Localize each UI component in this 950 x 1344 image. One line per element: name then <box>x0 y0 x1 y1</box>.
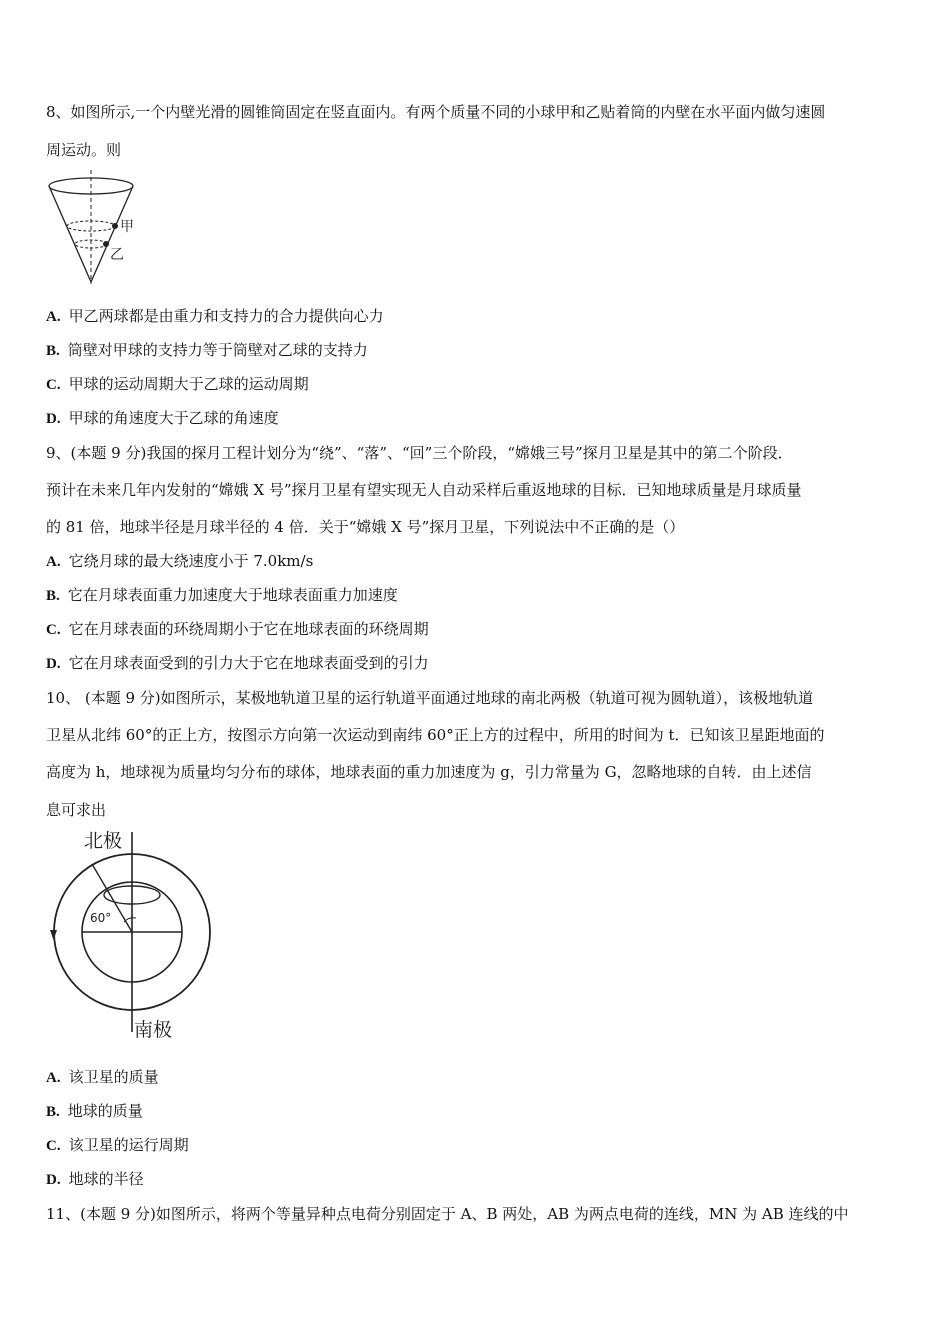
q8-stem-line1: 8、如图所示,一个内壁光滑的圆锥筒固定在竖直面内。有两个质量不同的小球甲和乙贴着筒的内壁在水平面内做匀速圆 <box>46 103 826 121</box>
q11-stem-line1: 11、(本题 9 分)如图所示，将两个等量异种点电荷分别固定于 A、B 两处，AB 为两点电荷的连线，MN 为 AB 连线的中 <box>46 1205 849 1223</box>
q10-option-d[interactable]: D. 地球的半径 <box>46 1170 144 1188</box>
q9-option-c[interactable]: C. 它在月球表面的环绕周期小于它在地球表面的环绕周期 <box>46 620 429 638</box>
q9-option-b[interactable]: B. 它在月球表面重力加速度大于地球表面重力加速度 <box>46 586 398 604</box>
label-yi: 乙 <box>110 247 124 263</box>
south-pole-label: 南极 <box>134 1019 173 1041</box>
q10-stem-line4: 息可求出 <box>46 801 107 819</box>
q8-option-d[interactable]: D. 甲球的角速度大于乙球的角速度 <box>46 409 279 427</box>
direction-arrow-icon <box>50 930 57 940</box>
q10-stem-line2: 卫星从北纬 60°的正上方，按图示方向第一次运动到南纬 60°正上方的过程中，所用的时间为 t．已知该卫星距地面的 <box>46 726 825 744</box>
q10-option-a[interactable]: A. 该卫星的质量 <box>46 1068 159 1086</box>
ball-jia <box>112 223 118 229</box>
q10-stem-line3: 高度为 h，地球视为质量均匀分布的球体，地球表面的重力加速度为 g，引力常量为 G，忽略地球的自转．由上述信 <box>46 763 812 781</box>
q8-option-b[interactable]: B. 筒壁对甲球的支持力等于筒壁对乙球的支持力 <box>46 341 368 359</box>
q8-option-a[interactable]: A. 甲乙两球都是由重力和支持力的合力提供向心力 <box>46 307 384 325</box>
q10-stem-line1: 10、 (本题 9 分)如图所示，某极地轨道卫星的运行轨道平面通过地球的南北两极（轨道可视为圆轨道），该极地轨道 <box>46 689 814 707</box>
polar-orbit-figure <box>40 826 230 1042</box>
north-pole-label: 北极 <box>84 830 123 852</box>
cone-figure <box>44 168 144 288</box>
q9-option-d[interactable]: D. 它在月球表面受到的引力大于它在地球表面受到的引力 <box>46 654 429 672</box>
label-jia: 甲 <box>120 219 134 235</box>
q9-option-a[interactable]: A. 它绕月球的最大绕速度小于 7.0km/s <box>46 552 314 570</box>
q9-stem-line3: 的 81 倍，地球半径是月球半径的 4 倍．关于“嫦娥 X 号”探月卫星，下列说法中不正确的是（） <box>46 518 685 536</box>
q9-stem-line1: 9、(本题 9 分)我国的探月工程计划分为“绕”、“落”、“回”三个阶段，“嫦娥三号”探月卫星是其中的第二个阶段． <box>46 444 793 462</box>
q10-option-b[interactable]: B. 地球的质量 <box>46 1102 143 1120</box>
q9-stem-line2: 预计在未来几年内发射的“嫦娥 X 号”探月卫星有望实现无人自动采样后重返地球的目标．已知地球质量是月球质量 <box>46 481 802 499</box>
ball-yi <box>103 241 109 247</box>
q8-stem-line2: 周运动。则 <box>46 141 122 159</box>
q10-option-c[interactable]: C. 该卫星的运行周期 <box>46 1136 189 1154</box>
q8-option-c[interactable]: C. 甲球的运动周期大于乙球的运动周期 <box>46 375 309 393</box>
angle-label: 60° <box>90 911 112 925</box>
